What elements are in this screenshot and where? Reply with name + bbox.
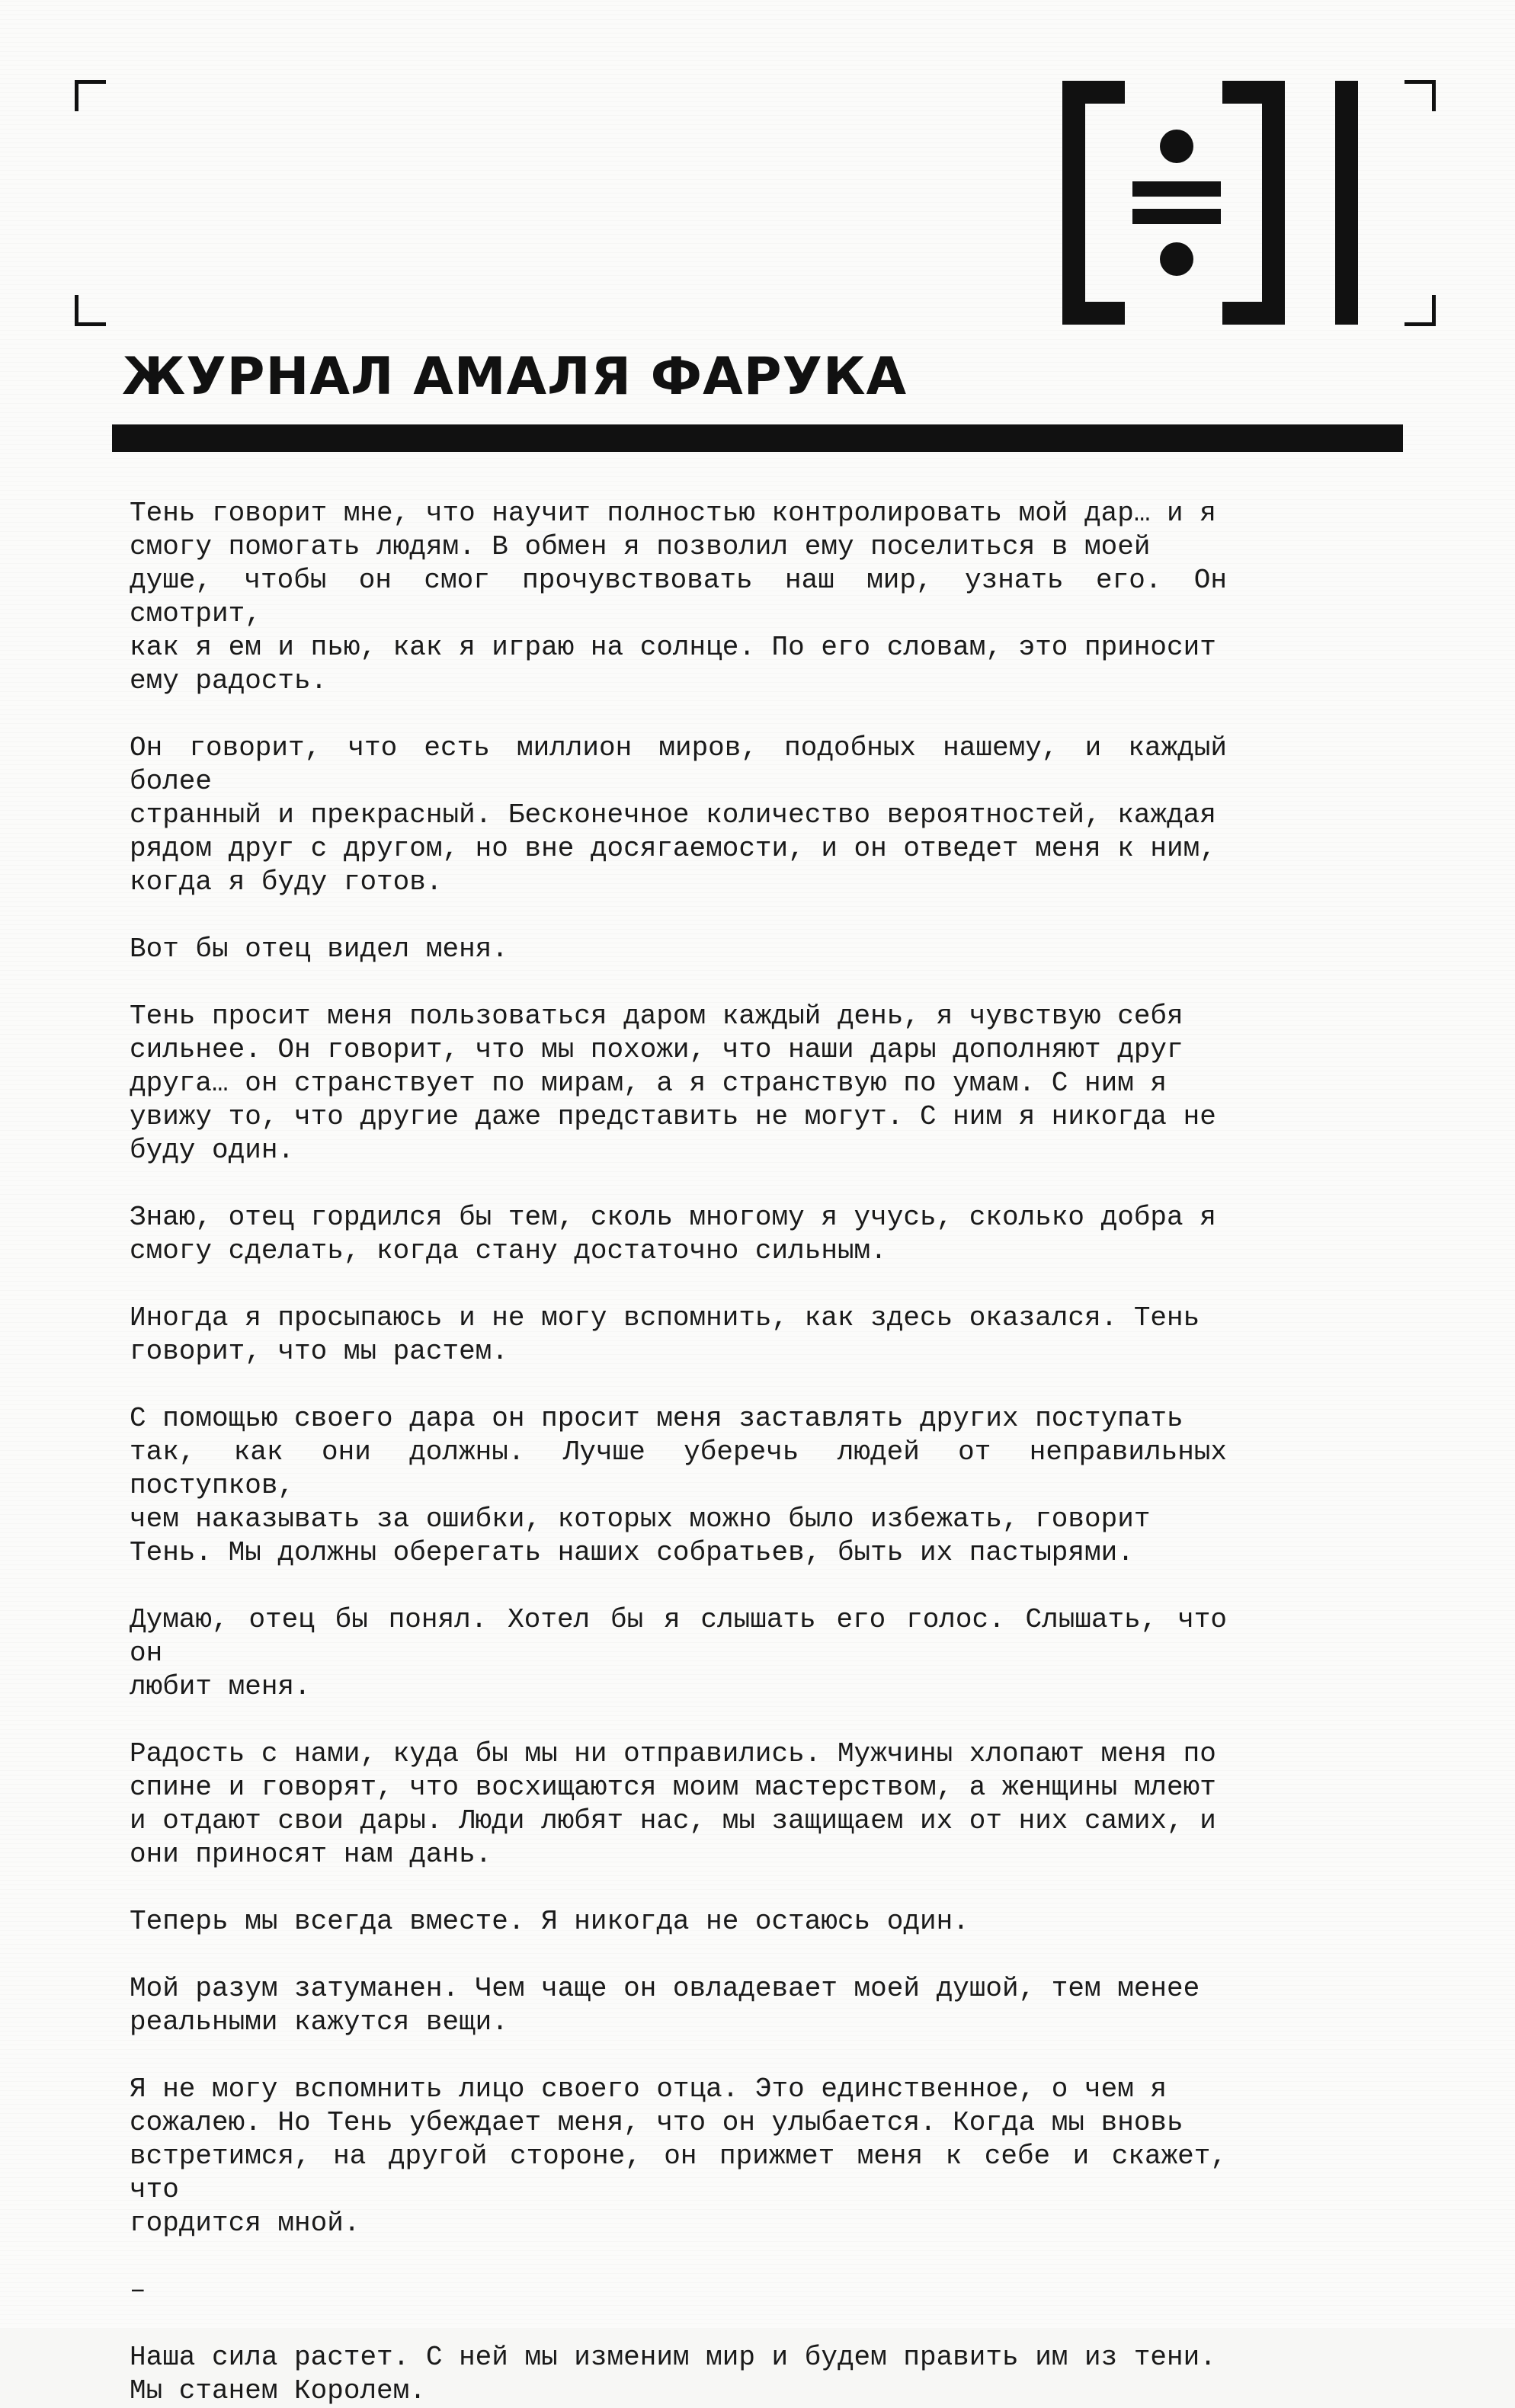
journal-paragraph: Думаю, отец бы понял. Хотел бы я слышать его голос. Слышать, что он любит меня. xyxy=(130,1604,1227,1702)
page-title: ЖУРНАЛ АМАЛЯ ФАРУКА xyxy=(122,347,908,407)
title-underline-bar xyxy=(112,424,1403,452)
journal-paragraph: Тень говорит мне, что научит полностью контролировать мой дар… и я смогу помогать людям. В обмен я позволил ему поселиться в моей душе, чтобы он смог прочувствовать наш мир, узнать его. Он смотрит, как я ем и пью, как я играю на солнце. По его словам, это приносит ему радость. xyxy=(130,498,1227,696)
journal-paragraph: Иногда я просыпаюсь и не могу вспомнить, как здесь оказался. Тень говорит, что мы растем. xyxy=(130,1302,1200,1367)
corner-bracket-top-left xyxy=(75,80,106,111)
journal-paragraph: Тень просит меня пользоваться даром каждый день, я чувствую себя сильнее. Он говорит, что мы похожи, что наши дары дополняют друг друга… он странствует по мирам, а я странствую по умам. С ним я увижу то, что другие даже представить не могут. С ним я никогда не буду один. xyxy=(130,1001,1216,1166)
journal-paragraph: Теперь мы всегда вместе. Я никогда не остаюсь один. xyxy=(130,1906,969,1937)
journal-paragraph: С помощью своего дара он просит меня заставлять других поступать так, как они должны. Лучше уберечь людей от неправильных поступков, чем наказывать за ошибки, которых можно было избежать, говорит Тень. Мы должны оберегать наших собратьев, быть их пастырями. xyxy=(130,1403,1227,1568)
journal-paragraph: Наша сила растет. С ней мы изменим мир и будем править им из тени. Мы станем Королем. xyxy=(130,2342,1216,2406)
corner-bracket-bottom-left xyxy=(75,295,106,326)
journal-paragraph: Радость с нами, куда бы мы ни отправились. Мужчины хлопают меня по спине и говорят, что восхищаются моим мастерством, а женщины млеют и отдают свои дары. Люди любят нас, мы защищаем их от них самих, и они приносят нам дань. xyxy=(130,1738,1216,1870)
journal-paragraph: Вот бы отец видел меня. xyxy=(130,933,508,965)
journal-paragraph: Знаю, отец гордился бы тем, сколь многому я учусь, сколько добра я смогу сделать, когда стану достаточно сильным. xyxy=(130,1202,1216,1266)
division-sign-in-brackets-logo-icon xyxy=(1062,81,1390,325)
journal-paragraph: Он говорит, что есть миллион миров, подобных нашему, и каждый более странный и прекрасный. Бесконечное количество вероятностей, каждая рядом друг с другом, но вне досягаемости, и он отведет меня к ним, когда я буду готов. xyxy=(130,732,1227,898)
journal-paragraph: Я не могу вспомнить лицо своего отца. Это единственное, о чем я сожалею. Но Тень убеждает меня, что он улыбается. Когда мы вновь встретимся, на другой стороне, он прижмет меня к себе и скажет, что гордится мной. xyxy=(130,2073,1227,2239)
section-dash: – xyxy=(130,2275,146,2306)
corner-bracket-top-right xyxy=(1404,80,1436,111)
journal-body xyxy=(130,497,1227,2408)
corner-bracket-bottom-right xyxy=(1404,295,1436,326)
journal-paragraph: Мой разум затуманен. Чем чаще он овладевает моей душой, тем менее реальными кажутся вещи. xyxy=(130,1973,1200,2038)
